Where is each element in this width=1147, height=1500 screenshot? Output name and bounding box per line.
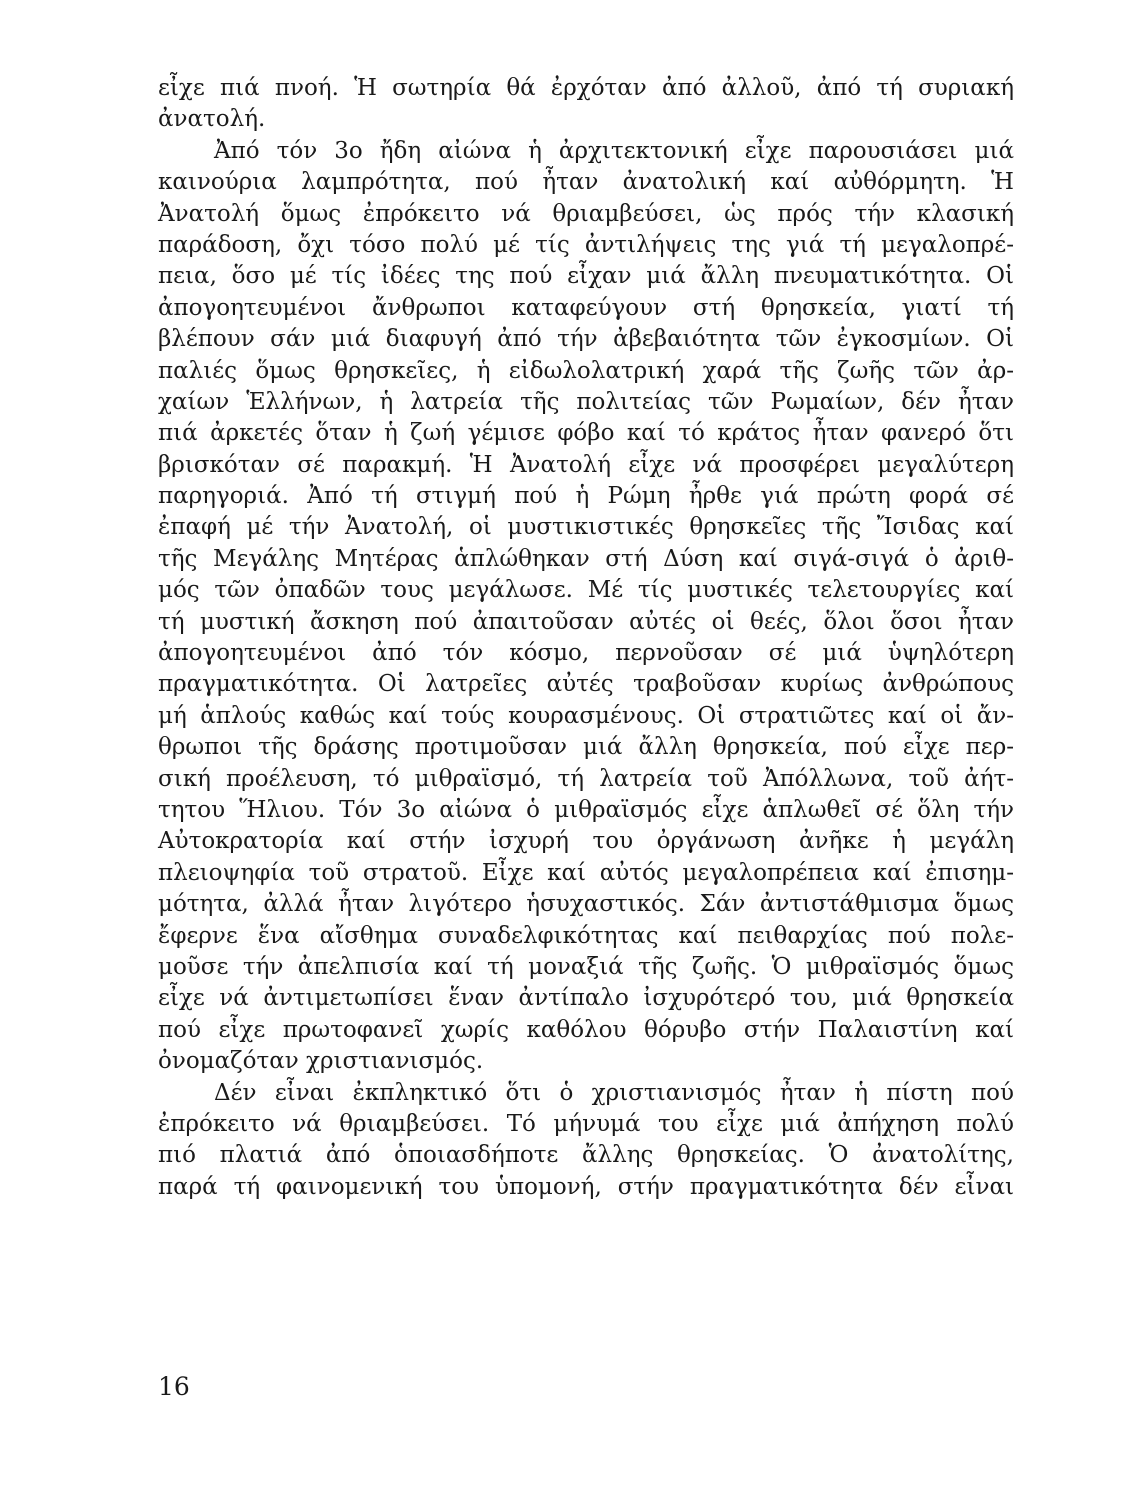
- text-line: μή ἁπλούς καθώς καί τούς κουρασμένους. Οἱ στρατιῶτες καί οἱ ἄν-: [158, 702, 1014, 729]
- text-line: ἀπογοητευμένοι ἀπό τόν κόσμο, περνοῦσαν σέ μιά ὑψηλότερη: [158, 640, 1014, 667]
- text-line: πιά ἀρκετές ὅταν ἡ ζωή γέμισε φόβο καί τό κράτος ἦταν φανερό ὅτι: [158, 420, 1014, 447]
- text-line: παράδοση, ὄχι τόσο πολύ μέ τίς ἀντιλήψεις της γιά τή μεγαλοπρέ-: [158, 231, 1014, 258]
- text-line: ἀπογοητευμένοι ἄνθρωποι καταφεύγουν στή θρησκεία, γιατί τή: [158, 294, 1014, 321]
- text-line: ἀνατολή.: [158, 106, 266, 133]
- text-line: τή μυστική ἄσκηση πού ἀπαιτοῦσαν αὐτές οἱ θεές, ὅλοι ὅσοι ἦταν: [158, 608, 1014, 635]
- text-line: μότητα, ἀλλά ἦταν λιγότερο ἡσυχαστικός. Σάν ἀντιστάθμισμα ὅμως: [158, 891, 1014, 918]
- body-text: [158, 73, 1014, 1203]
- text-line: παρηγοριά. Ἀπό τή στιγμή πού ἡ Ρώμη ἦρθε γιά πρώτη φορά σέ: [158, 483, 1014, 510]
- text-line: βλέπουν σάν μιά διαφυγή ἀπό τήν ἀβεβαιότητα τῶν ἐγκοσμίων. Οἱ: [158, 326, 1014, 353]
- text-line: ἐπρόκειτο νά θριαμβεύσει. Τό μήνυμά του εἶχε μιά ἀπήχηση πολύ: [158, 1110, 1014, 1137]
- text-line: ὀνομαζόταν χριστιανισμός.: [158, 1048, 484, 1075]
- page-number: 16: [158, 1372, 190, 1401]
- text-line: πεια, ὅσο μέ τίς ἰδέες της πού εἶχαν μιά ἄλλη πνευματικότητα. Οἱ: [158, 263, 1014, 290]
- text-line: καινούρια λαμπρότητα, πού ἦταν ἀνατολική καί αὐθόρμητη. Ἡ: [158, 169, 1014, 196]
- text-line: παλιές ὅμως θρησκεῖες, ἡ εἰδωλολατρική χαρά τῆς ζωῆς τῶν ἀρ-: [158, 357, 1014, 384]
- text-line: Δέν εἶναι ἐκπληκτικό ὅτι ὁ χριστιανισμός ἦταν ἡ πίστη πού: [214, 1079, 1014, 1106]
- text-line: μός τῶν ὀπαδῶν τους μεγάλωσε. Μέ τίς μυστικές τελετουργίες καί: [158, 577, 1014, 604]
- text-line: πλειοψηφία τοῦ στρατοῦ. Εἶχε καί αὐτός μεγαλοπρέπεια καί ἐπισημ-: [158, 859, 1014, 886]
- text-line: εἶχε νά ἀντιμετωπίσει ἕναν ἀντίπαλο ἰσχυρότερό του, μιά θρησκεία: [158, 985, 1014, 1012]
- text-line: Ἀπό τόν 3ο ἤδη αἰώνα ἡ ἀρχιτεκτονική εἶχε παρουσιάσει μιά: [214, 137, 1014, 164]
- text-line: παρά τή φαινομενική του ὑπομονή, στήν πραγματικότητα δέν εἶναι: [158, 1173, 1014, 1200]
- text-line: Ἀνατολή ὅμως ἐπρόκειτο νά θριαμβεύσει, ὡς πρός τήν κλασική: [158, 200, 1014, 227]
- text-line: θρωποι τῆς δράσης προτιμοῦσαν μιά ἄλλη θρησκεία, πού εἶχε περ-: [158, 734, 1014, 761]
- text-line: ἔφερνε ἕνα αἴσθημα συναδελφικότητας καί πειθαρχίας πού πολε-: [158, 922, 1014, 949]
- text-line: βρισκόταν σέ παρακμή. Ἡ Ἀνατολή εἶχε νά προσφέρει μεγαλύτερη: [158, 451, 1014, 478]
- text-line: τῆς Μεγάλης Μητέρας ἁπλώθηκαν στή Δύση καί σιγά-σιγά ὁ ἀριθ-: [158, 545, 1014, 572]
- text-line: πραγματικότητα. Οἱ λατρεῖες αὐτές τραβοῦσαν κυρίως ἀνθρώπους: [158, 671, 1014, 698]
- text-line: πού εἶχε πρωτοφανεῖ χωρίς καθόλου θόρυβο στήν Παλαιστίνη καί: [158, 1016, 1014, 1043]
- text-line: Αὐτοκρατορία καί στήν ἰσχυρή του ὀργάνωση ἀνῆκε ἡ μεγάλη: [158, 828, 1014, 855]
- text-line: σική προέλευση, τό μιθραϊσμό, τή λατρεία τοῦ Ἀπόλλωνα, τοῦ ἀήτ-: [158, 765, 1014, 792]
- text-line: ἐπαφή μέ τήν Ἀνατολή, οἱ μυστικιστικές θρησκεῖες τῆς Ἴσιδας καί: [158, 514, 1014, 541]
- text-line: τητου Ἥλιου. Τόν 3ο αἰώνα ὁ μιθραϊσμός εἶχε ἁπλωθεῖ σέ ὅλη τήν: [158, 796, 1014, 823]
- text-line: μοῦσε τήν ἀπελπισία καί τή μοναξιά τῆς ζωῆς. Ὁ μιθραϊσμός ὅμως: [158, 953, 1014, 980]
- text-line: εἶχε πιά πνοή. Ἡ σωτηρία θά ἐρχόταν ἀπό ἀλλοῦ, ἀπό τή συριακή: [158, 75, 1014, 101]
- text-line: πιό πλατιά ἀπό ὁποιασδήποτε ἄλλης θρησκείας. Ὁ ἀνατολίτης,: [158, 1142, 1014, 1169]
- text-line: χαίων Ἑλλήνων, ἡ λατρεία τῆς πολιτείας τῶν Ρωμαίων, δέν ἦταν: [158, 388, 1014, 415]
